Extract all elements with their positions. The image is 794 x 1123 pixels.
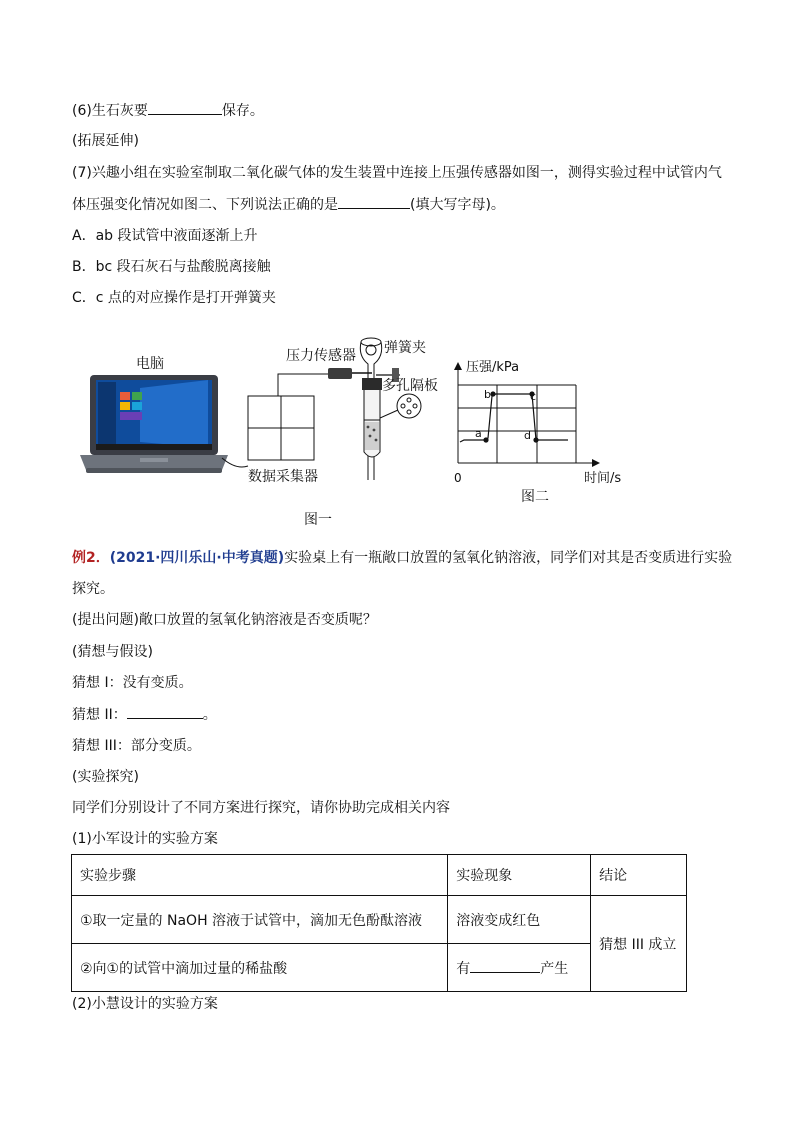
guess2-punct: 。	[202, 707, 217, 723]
phenomenon-cell: 溶液变成红色	[448, 896, 591, 944]
computer-label: 电脑	[136, 356, 164, 372]
sensor-label: 压力传感器	[286, 348, 356, 364]
conclusion-cell: 猜想 III 成立	[591, 896, 687, 992]
answer-blank[interactable]	[127, 704, 203, 719]
extension-heading: (拓展延伸)	[72, 133, 139, 149]
origin-label: 0	[454, 471, 462, 485]
figure2-caption: 图二	[521, 489, 549, 505]
y-axis-label: 压强/kPa	[466, 360, 520, 375]
plan1-title: (1)小军设计的实验方案	[72, 831, 218, 847]
q7-text-after: (填大写字母)。	[410, 197, 505, 213]
example2-line1	[72, 548, 732, 568]
plate-label: 多孔隔板	[382, 378, 438, 394]
clamp-label: 弹簧夹	[384, 340, 426, 356]
header-step: 实验步骤	[72, 855, 448, 896]
laptop-illustration	[80, 375, 228, 473]
example2-line2: 探究。	[72, 581, 114, 597]
guess-3: 猜想 III：部分变质。	[72, 738, 201, 754]
x-axis-label: 时间/s	[584, 471, 622, 486]
option-b: B．bc 段石灰石与盐酸脱离接触	[72, 259, 271, 275]
answer-blank[interactable]	[470, 958, 540, 973]
point-d-label: d	[524, 429, 531, 442]
step-cell: ②向①的试管中滴加过量的稀盐酸	[72, 944, 448, 992]
q7-line1: (7)兴趣小组在实验室制取二氧化碳气体的发生装置中连接上压强传感器如图一，测得实验过程中试管内气	[72, 165, 722, 181]
phenomenon-text-before: 有	[456, 960, 471, 977]
plan2-title: (2)小慧设计的实验方案	[72, 996, 218, 1012]
pressure-sensor	[328, 368, 352, 379]
point-c-label: c	[530, 390, 537, 403]
experiment-table	[71, 854, 687, 992]
q6-text-before: (6)生石灰要	[72, 103, 148, 119]
table-header-row	[72, 855, 687, 896]
table-row	[72, 896, 687, 944]
example-label: 例2．	[72, 550, 110, 566]
question-6	[72, 100, 264, 121]
header-conclusion: 结论	[591, 855, 687, 896]
inquiry-intro: 同学们分别设计了不同方案进行探究，请你协助完成相关内容	[72, 800, 450, 816]
guess2-text: 猜想 II：	[72, 707, 127, 723]
data-collector-grid	[248, 396, 314, 460]
figure1-caption: 图一	[304, 512, 332, 528]
phenomenon-cell	[448, 944, 591, 992]
point-b-label: b	[484, 388, 491, 401]
collector-label: 数据采集器	[248, 469, 318, 485]
porous-plate-inset	[380, 394, 421, 418]
hypothesis-heading: (猜想与假设)	[72, 644, 153, 660]
point-a-label: a	[475, 427, 482, 440]
guess-1: 猜想 I：没有变质。	[72, 675, 193, 691]
example-source: (2021·四川乐山·中考真题)	[109, 550, 285, 566]
q7-line2	[72, 194, 505, 215]
header-phenomenon: 实验现象	[448, 855, 591, 896]
option-a: A．ab 段试管中液面逐渐上升	[72, 228, 258, 244]
option-c: C．c 点的对应操作是打开弹簧夹	[72, 290, 276, 306]
q7-text-before: 体压强变化情况如图二、下列说法正确的是	[72, 197, 338, 213]
step-cell: ①取一定量的 NaOH 溶液于试管中，滴加无色酚酞溶液	[72, 896, 448, 944]
answer-blank[interactable]	[148, 100, 222, 115]
guess-2	[72, 704, 217, 725]
inquiry-heading: (实验探究)	[72, 769, 139, 785]
example-text: 实验桌上有一瓶敞口放置的氢氧化钠溶液，同学们对其是否变质进行实验	[284, 550, 733, 566]
phenomenon-text-after: 产生	[540, 960, 569, 977]
test-tube	[362, 378, 382, 457]
figures	[0, 330, 794, 540]
raise-question: (提出问题)敞口放置的氢氧化钠溶液是否变质呢？	[72, 612, 377, 628]
q6-text-after: 保存。	[221, 103, 264, 119]
answer-blank[interactable]	[338, 194, 410, 209]
pressure-graph	[454, 362, 600, 467]
